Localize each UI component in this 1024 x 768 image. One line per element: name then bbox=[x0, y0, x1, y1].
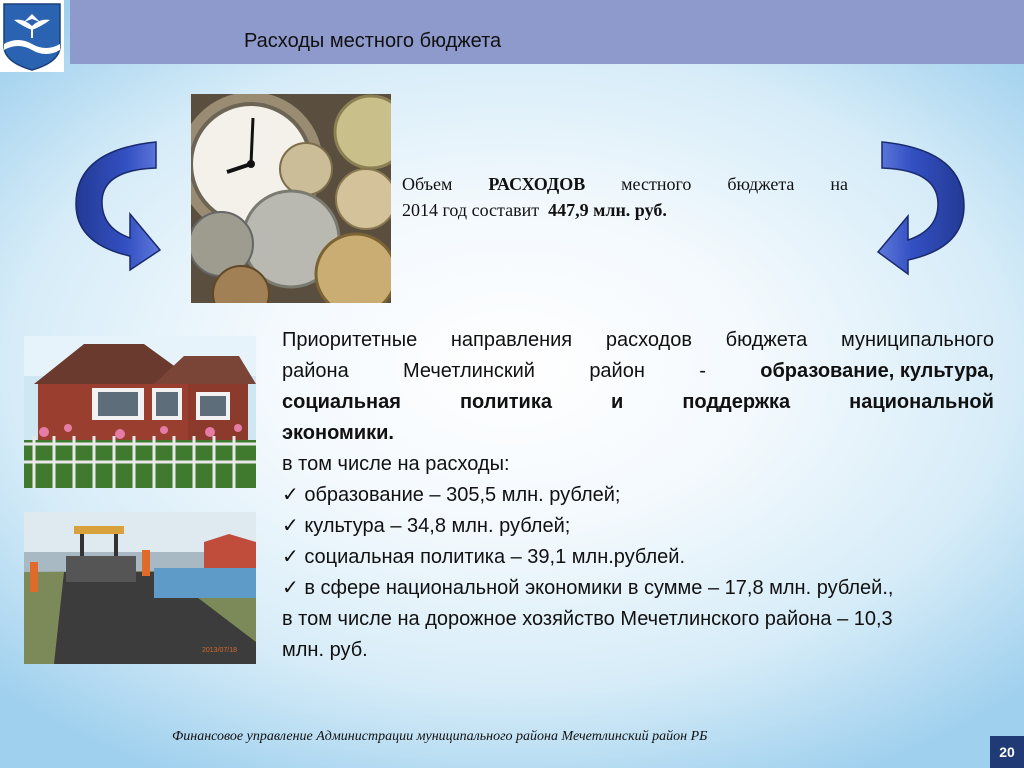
priority-line-2: района Мечетлинский район - образование, культура, bbox=[282, 360, 994, 382]
expenses-word: РАСХОДОВ bbox=[488, 174, 586, 194]
priority-line-1: Приоритетные направления расходов бюджета муниципального bbox=[282, 329, 994, 351]
priority-line-4: экономики. bbox=[282, 422, 394, 444]
road-detail-line: млн. руб. bbox=[282, 639, 368, 661]
checkmark-icon: ✓ bbox=[282, 577, 299, 599]
photo-date-stamp: 2013/07/18 bbox=[202, 647, 238, 654]
volume-word: Объем bbox=[402, 174, 453, 194]
volume-line2: 2014 год составит bbox=[402, 200, 540, 220]
house-photo bbox=[24, 336, 256, 488]
volume-word: местного bbox=[621, 174, 692, 194]
checkmark-icon: ✓ bbox=[282, 484, 299, 506]
priority-intro: в том числе на расходы: bbox=[282, 453, 510, 475]
checkmark-icon: ✓ bbox=[282, 546, 299, 568]
list-item: ✓ социальная политика – 39,1 млн.рублей. bbox=[282, 546, 686, 568]
list-item: ✓ культура – 34,8 млн. рублей; bbox=[282, 515, 571, 537]
budget-volume-text bbox=[402, 171, 848, 223]
list-item: ✓ образование – 305,5 млн. рублей; bbox=[282, 484, 621, 506]
page-title: Расходы местного бюджета bbox=[244, 30, 502, 52]
footer-organization: Финансовое управление Администрации муниципального района Мечетлинский район РБ bbox=[172, 729, 708, 744]
volume-word: на bbox=[830, 174, 848, 194]
page-number-badge: 20 bbox=[990, 736, 1024, 768]
header-bar bbox=[70, 0, 1024, 64]
road-paving-photo bbox=[24, 512, 256, 664]
coins-clock-photo bbox=[191, 94, 391, 303]
road-detail-line: в том числе на дорожное хозяйство Мечетлинского района – 10,3 bbox=[282, 608, 893, 630]
district-emblem bbox=[0, 0, 64, 72]
curved-arrow-right-icon bbox=[876, 140, 968, 276]
priority-directions bbox=[282, 325, 994, 666]
budget-amount: 447,9 млн. руб. bbox=[548, 200, 667, 220]
list-item: ✓ в сфере национальной экономики в сумме – 17,8 млн. рублей., bbox=[282, 577, 894, 599]
curved-arrow-left-icon bbox=[72, 140, 162, 272]
priority-line-3: социальная политика и поддержка национальной bbox=[282, 391, 994, 413]
checkmark-icon: ✓ bbox=[282, 515, 299, 537]
volume-word: бюджета bbox=[727, 174, 795, 194]
